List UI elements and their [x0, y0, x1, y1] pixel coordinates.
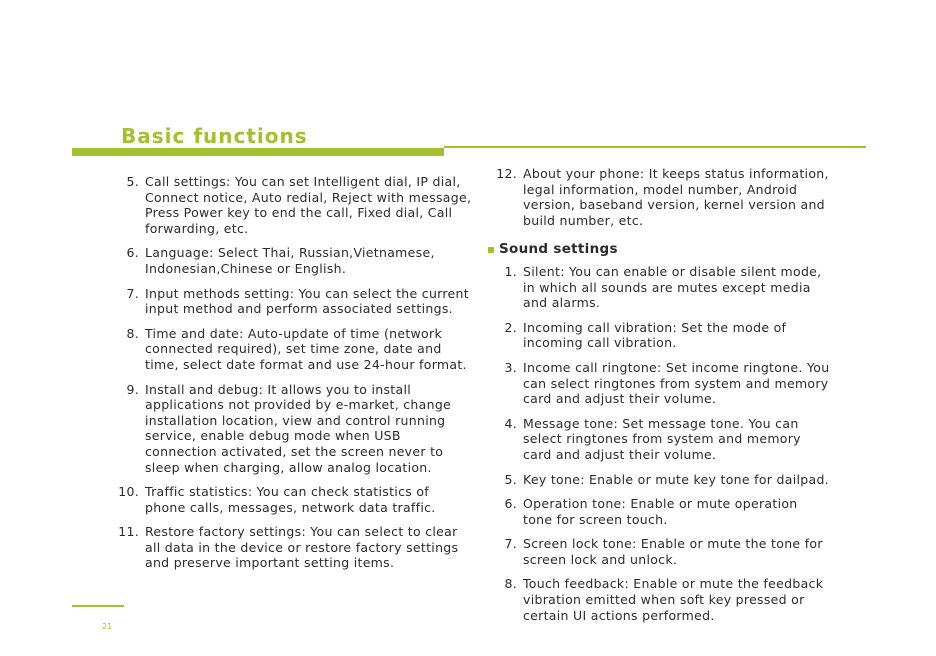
item-number: 7. [126, 285, 139, 301]
bullet-square-icon [488, 247, 494, 253]
list-item [112, 382, 472, 476]
item-text: Key tone: Enable or mute key tone for dailpad. [523, 471, 829, 487]
list-item [490, 264, 830, 311]
list-item [490, 416, 830, 463]
page-title: Basic functions [121, 124, 308, 148]
right-column [490, 166, 830, 632]
item-number: 1. [504, 263, 517, 279]
item-text: Time and date: Auto-update of time (network connected required), set time zone, date and time, select date format and use 24-hour format. [145, 325, 467, 372]
item-text: Touch feedback: Enable or mute the feedback vibration emitted when soft key pressed or certain UI actions performed. [523, 576, 824, 623]
list-item [112, 286, 472, 317]
item-number: 8. [126, 325, 139, 341]
left-column [112, 174, 472, 580]
item-number: 12. [496, 166, 517, 181]
item-text: Language: Select Thai, Russian,Vietnamese, Indonesian,Chinese or English. [145, 245, 435, 276]
list-item [490, 472, 830, 488]
list-item [490, 576, 830, 623]
list-item [112, 174, 472, 236]
item-text: Call settings: You can set Intelligent dial, IP dial, Connect notice, Auto redial, Reject with message, Press Power key to end the call, Fixed dial, Call forwarding, etc. [145, 174, 472, 236]
list-item [490, 360, 830, 407]
item-number: 4. [504, 415, 517, 431]
list-item [112, 484, 472, 515]
item-text: Message tone: Set message tone. You can select ringtones from system and memory card and adjust their volume. [523, 415, 801, 462]
item-number: 6. [504, 496, 517, 512]
list-item [112, 326, 472, 373]
item-number: 5. [504, 471, 517, 487]
title-underline-thick [72, 148, 444, 156]
page-number: 21 [102, 622, 113, 631]
item-number: 9. [126, 381, 139, 397]
item-number: 10. [118, 484, 139, 500]
item-text: Incoming call vibration: Set the mode of incoming call vibration. [523, 319, 787, 351]
item-text: Traffic statistics: You can check statistics of phone calls, messages, network data traffic. [145, 484, 436, 515]
title-underline-thin [444, 146, 866, 148]
item-text: Screen lock tone: Enable or mute the tone for screen lock and unlock. [523, 536, 823, 567]
item-number: 5. [126, 174, 139, 189]
item-number: 8. [504, 576, 517, 592]
item-text: Income call ringtone: Set income ringtone. You can select ringtones from system and memory card and adjust their volume. [523, 359, 830, 407]
list-item [112, 245, 472, 276]
item-text: Input methods setting: You can select the current input method and perform associated settings. [145, 285, 469, 317]
list-item [490, 536, 830, 567]
item-number: 3. [504, 359, 517, 375]
item-text: Operation tone: Enable or mute operation tone for screen touch. [523, 496, 798, 527]
item-text: About your phone: It keeps status information, legal information, model number, Android version, baseband version, kernel version and build number, etc. [523, 166, 829, 228]
item-text: Install and debug: It allows you to install applications not provided by e-market, change installation location, view and control running service, enable debug mode when USB connection activated, set the screen never to sleep when charging, allow analog location. [145, 381, 452, 475]
section-heading-sound [490, 242, 830, 258]
footer-line [72, 605, 124, 607]
list-item [112, 524, 472, 571]
item-text: Restore factory settings: You can select to clear all data in the device or restore factory settings and preserve important setting items. [145, 524, 459, 571]
list-item [490, 320, 830, 351]
list-item [490, 496, 830, 527]
list-item [490, 166, 830, 228]
item-number: 11. [118, 524, 139, 540]
item-number: 7. [504, 536, 517, 552]
section-heading-label: Sound settings [499, 241, 618, 258]
item-number: 6. [126, 245, 139, 261]
item-text: Silent: You can enable or disable silent mode, in which all sounds are mutes except media and alarms. [523, 263, 822, 311]
item-number: 2. [504, 319, 517, 335]
